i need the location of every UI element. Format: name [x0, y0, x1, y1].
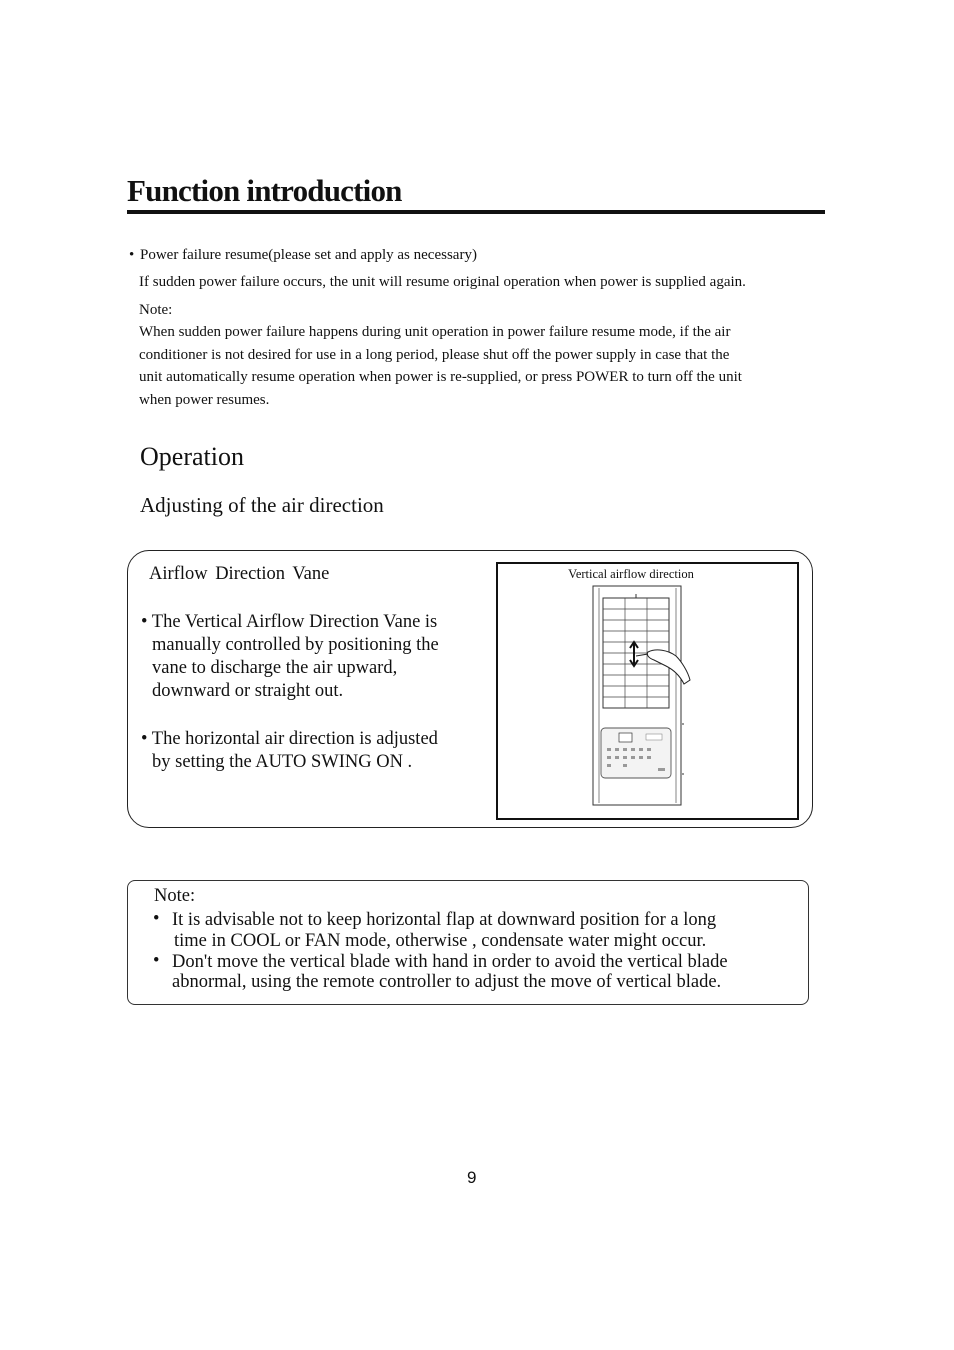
vane-bullet-vertical — [141, 611, 486, 703]
operation-title: Operation — [140, 442, 244, 471]
page-number: 9 — [467, 1168, 477, 1187]
bullet-line: by setting the AUTO SWING ON . — [152, 752, 413, 772]
note-line: when power resumes. — [139, 391, 270, 408]
note-item-line: It is advisable not to keep horizontal flap at downward position for a long — [172, 910, 717, 930]
page-title: Function introduction — [127, 173, 402, 208]
title-underline — [127, 210, 825, 214]
note-item-line: time in COOL or FAN mode, otherwise , condensate water might occur. — [174, 931, 707, 951]
note-item-line: abnormal, using the remote controller to adjust the move of vertical blade. — [172, 972, 722, 992]
power-failure-heading-text: Power failure resume(please set and apply as necessary) — [140, 247, 477, 263]
image-caption: Vertical airflow direction — [568, 567, 694, 581]
power-failure-note — [139, 321, 839, 411]
note-line: When sudden power failure happens during unit operation in power failure resume mode, if the air — [139, 324, 731, 340]
power-failure-description: If sudden power failure occurs, the unit will resume original operation when power is supplied again. — [139, 274, 746, 290]
bullet-line: vane to discharge the air upward, — [152, 658, 398, 678]
power-failure-note-label: Note: — [139, 302, 173, 318]
note-line: unit automatically resume operation when power is re-supplied, or press POWER to turn off the unit — [139, 369, 742, 385]
note-bullet: • — [153, 951, 160, 971]
note-bullet: • — [153, 909, 160, 929]
bullet-line: manually controlled by positioning the — [152, 635, 439, 655]
operation-subtitle: Adjusting of the air direction — [140, 493, 384, 517]
note-item-line: Don't move the vertical blade with hand in order to avoid the vertical blade — [172, 952, 728, 972]
bullet-line: • The horizontal air direction is adjusted — [141, 729, 438, 749]
air-conditioner-drawing — [498, 564, 797, 818]
bullet-line: downward or straight out. — [152, 681, 344, 701]
power-failure-heading — [129, 245, 477, 265]
airflow-vane-title: Airflow Direction Vane — [149, 564, 330, 584]
air-conditioner-illustration — [496, 562, 799, 820]
note-line: conditioner is not desired for use in a long period, please shut off the power supply in case that the — [139, 346, 730, 363]
note-label: Note: — [154, 886, 196, 906]
bullet: • — [129, 247, 135, 263]
vane-bullet-horizontal — [141, 728, 486, 774]
bullet-line: • The Vertical Airflow Direction Vane is — [141, 612, 438, 632]
